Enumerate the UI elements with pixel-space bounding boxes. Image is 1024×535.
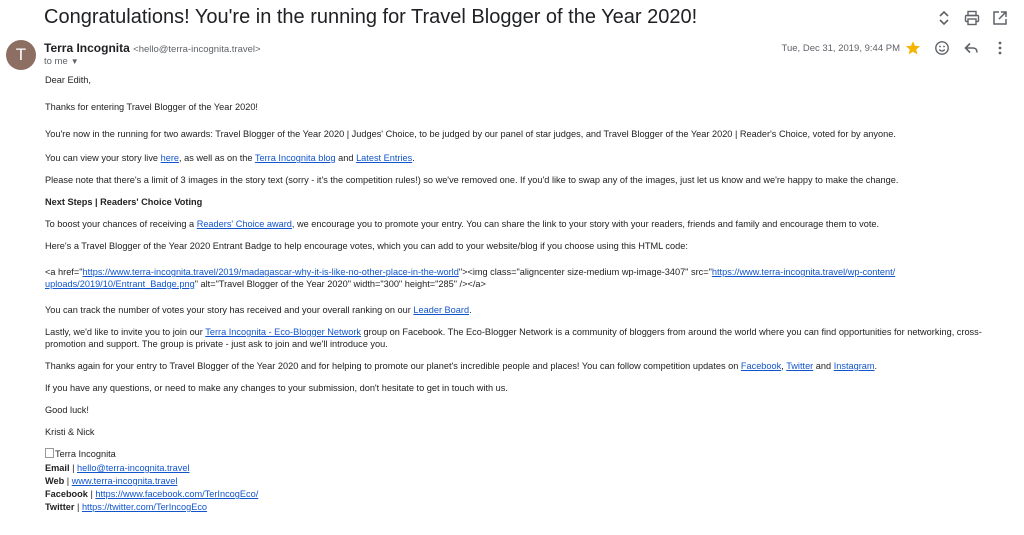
signature-email [45,462,1015,474]
questions-paragraph: If you have any questions, or need to make any changes to your submission, don't hesitate to get in touch with us. [45,383,508,393]
boost-paragraph [45,218,1015,230]
next-steps-heading: Next Steps | Readers' Choice Voting [45,197,203,207]
text: <a href=" [45,267,83,277]
badge-paragraph: Here's a Travel Blogger of the Year 2020 Entrant Badge to help encourage votes, which you can add to your website/blog if you choose using this HTML code: [45,241,688,251]
text: You can track the number of votes your story has received and your overall ranking on our [45,305,414,315]
signature-email-link[interactable]: hello@terra-incognita.travel [77,463,190,473]
badge-url-link-part2[interactable]: uploads/2019/10/Entrant_Badge.png [45,279,195,289]
text: " alt="Travel Blogger of the Year 2020" width="300" height="285" /></a> [194,279,486,289]
more-options-icon[interactable] [990,38,1010,58]
label: Facebook [45,489,88,499]
text: , as well as on the [178,153,255,163]
sender-name[interactable]: Terra Incognita [44,41,130,55]
signoff: Kristi & Nick [45,427,95,437]
print-icon[interactable] [962,8,982,28]
avatar[interactable]: T [6,40,36,70]
signature-twitter-link[interactable]: https://twitter.com/TerIncogEco [81,502,208,512]
separator: | [69,463,78,473]
logo-image [45,448,1015,460]
story-url-link[interactable]: https://www.terra-incognita.travel/2019/madagascar-why-it-is-like-no-other-place-in-the-world [82,267,459,277]
sender-email: <hello@terra-incognita.travel> [133,44,261,55]
instagram-link[interactable]: Instagram [833,361,875,371]
signature-web-link[interactable]: www.terra-incognita.travel [71,476,178,486]
recipient-toggle[interactable] [44,56,79,67]
text: To boost your chances of receiving a [45,219,197,229]
thanks-paragraph: Thanks for entering Travel Blogger of the Year 2020! [45,102,258,112]
signature-web [45,475,1015,487]
here-link[interactable]: here [160,153,179,163]
reply-icon[interactable] [961,38,981,58]
email-body [45,74,1015,513]
signature-facebook-link[interactable]: https://www.facebook.com/TerIncogEco/ [95,489,259,499]
email-date: Tue, Dec 31, 2019, 9:44 PM [781,43,900,54]
sender-line [44,41,261,55]
separator: | [74,502,82,512]
signature-facebook [45,488,1015,500]
text: . [412,153,415,163]
latest-entries-link[interactable]: Latest Entries [356,153,413,163]
chevron-down-icon[interactable]: ▼ [70,57,79,66]
star-icon[interactable] [903,38,923,58]
text: , we encourage you to promote your entry. You can share the link to your story with your readers, friends and family and encourage them to vote. [291,219,880,229]
label: Web [45,476,65,486]
badge-url-link-part1[interactable]: https://www.terra-incognita.travel/wp-content/ [711,267,896,277]
leader-board-link[interactable]: Leader Board [413,305,470,315]
message-actions [903,38,1010,58]
email-subject: Congratulations! You're in the running for Travel Blogger of the Year 2020! [44,6,698,28]
join-paragraph [45,326,1015,350]
text: group on Facebook. The Eco-Blogger Network is a community of bloggers from around the world where you can find opportunities for networking, cross-promotion and support. The group is private - just ask to join and we'll introduce you. [45,327,982,349]
text: . [469,305,472,315]
text: , [781,361,787,371]
logo-alt-text: Terra Incognita [55,449,116,459]
readers-choice-link[interactable]: Readers' Choice award [196,219,292,229]
text: "><img class="aligncenter size-medium wp-image-3407" src=" [458,267,712,277]
separator: | [87,489,96,499]
text: You can view your story live [45,153,161,163]
twitter-link[interactable]: Twitter [786,361,814,371]
good-luck: Good luck! [45,405,89,415]
text: and [813,361,834,371]
broken-image-icon [45,448,54,458]
thanks-again-paragraph [45,360,1015,372]
view-paragraph [45,152,1015,164]
limit-paragraph: Please note that there's a limit of 3 images in the story text (sorry - it's the competition rules!) so we've removed one. If you'd like to swap any of the images, just let us know and we're happy to make the change. [45,175,899,185]
text: Thanks again for your entry to Travel Blogger of the Year 2020 and for helping to promote our planet's incredible people and places! You can follow competition updates on [45,361,741,371]
text: and [335,153,357,163]
facebook-link[interactable]: Facebook [740,361,782,371]
eco-blogger-link[interactable]: Terra Incognita - Eco-Blogger Network [205,327,361,337]
track-paragraph [45,304,1015,316]
html-code [45,266,1015,290]
awards-paragraph: You're now in the running for two awards: Travel Blogger of the Year 2020 | Judges' Choice, to be judged by our panel of star judges, and Travel Blogger of the Year 2020 | Reader's Choice, voted for by anyone. [45,129,896,139]
separator: | [64,476,72,486]
signature-twitter [45,501,1015,513]
recipient-label: to me [44,56,68,67]
open-new-window-icon[interactable] [990,8,1010,28]
top-toolbar [934,8,1010,28]
emoji-reaction-icon[interactable] [932,38,952,58]
label: Twitter [45,502,75,512]
text: Lastly, we'd like to invite you to join our [45,327,206,337]
greeting: Dear Edith, [45,75,91,85]
expand-icon[interactable] [934,8,954,28]
text: . [874,361,878,371]
blog-link[interactable]: Terra Incognita blog [254,153,336,163]
label: Email [45,463,70,473]
